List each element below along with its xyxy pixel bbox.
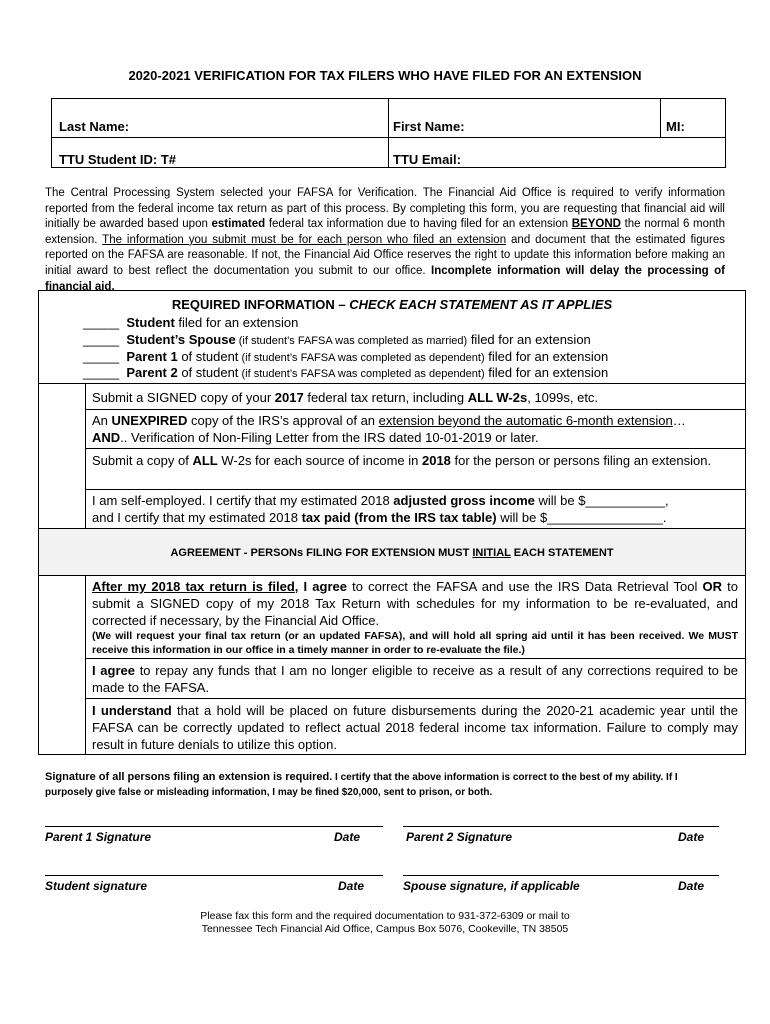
agreement-heading: AGREEMENT - PERSONs FILING FOR EXTENSION MUST INITIAL EACH STATEMENT <box>170 547 614 559</box>
parent2-signature-label: Parent 2 Signature <box>406 830 513 844</box>
spouse-signature-line[interactable] <box>403 875 719 876</box>
student-date-label: Date <box>338 879 365 893</box>
agreement-correct-fafsa: After my 2018 tax return is filed, I agree to correct the FAFSA and use the IRS Data Retrieval Tool OR to submit a SIGNED copy of my 2018 Tax Return with schedules for my information to be re-evaluated, and corrected if necessary, by the Financial Aid Office. (We will request your final tax return (or an updated FAFSA), and will hold all spring aid until it has been received. We MUST receive this information in our office in a timely manner in order to re-evaluate the file.) <box>92 579 738 656</box>
item-w2s: Submit a copy of ALL W-2s for each source of income in 2018 for the person or persons filing an extension. <box>92 453 712 468</box>
spouse-date-label: Date <box>678 879 705 893</box>
footer-line-2: Tennessee Tech Financial Aid Office, Campus Box 5076, Cookeville, TN 38505 <box>201 923 569 935</box>
required-info-box <box>38 290 746 384</box>
form-title: 2020-2021 VERIFICATION FOR TAX FILERS WHO HAVE FILED FOR AN EXTENSION <box>128 68 642 83</box>
item-irs-extension-approval: An UNEXPIRED copy of the IRS’s approval of an extension beyond the automatic 6-month extension… AND.. Verification of Non-Filing Letter from the IRS dated 10-01-2019 or later. <box>92 413 686 445</box>
footer-instructions <box>0 910 770 936</box>
check-spouse[interactable]: _____ Student’s Spouse (if student’s FAFSA was completed as married) filed for an extension <box>83 332 591 347</box>
student-info-table <box>51 98 726 168</box>
parent1-signature-label: Parent 1 Signature <box>45 830 152 844</box>
item-self-employed: I am self-employed. I certify that my estimated 2018 adjusted gross income will be $___________, and I certify that my estimated 2018 tax paid (from the IRS tax table) will be $________________. <box>92 493 669 525</box>
check-student[interactable]: _____ Student filed for an extension <box>83 315 299 330</box>
mi-field[interactable]: MI: <box>666 119 685 134</box>
parent1-signature-line[interactable] <box>45 826 383 827</box>
agreement-heading-box <box>38 528 746 576</box>
documents-box <box>38 383 746 529</box>
required-info-heading: REQUIRED INFORMATION – CHECK EACH STATEMENT AS IT APPLIES <box>171 297 613 312</box>
agreement-hold: I understand that a hold will be placed on future disbursements during the 2020-21 academic year until the FAFSA can be correctly updated to reflect actual 2018 federal income tax information. Failure to comply may result in future denials to utilize this option. <box>92 703 739 752</box>
spouse-signature-label: Spouse signature, if applicable <box>403 879 580 893</box>
check-parent2[interactable]: _____ Parent 2 of student (if student’s FAFSA was completed as dependent) filed for an extension <box>83 365 609 380</box>
student-signature-label: Student signature <box>45 879 148 893</box>
footer-line-1: Please fax this form and the required documentation to 931-372-6309 or mail to <box>200 910 570 922</box>
item-signed-tax-return: Submit a SIGNED copy of your 2017 federal tax return, including ALL W-2s, 1099s, etc. <box>92 390 599 405</box>
intro-paragraph: The Central Processing System selected your FAFSA for Verification. The Financial Aid Office is required to verify information reported from the federal income tax return as part of this process. By completing this form, you are requesting that financial aid will initially be awarded based upon estimated federal tax information due to having filed for an extension BEYOND the normal 6 month extension. The information you submit must be for each person who filed an extension and document that the estimated figures reported on the FAFSA are reasonable. If not, the Financial Aid Office reserves the right to update this information before making an initial award to best reflect the documentation you submit to our office. Incomplete information will delay the processing of financial aid. <box>45 187 726 293</box>
email-field[interactable]: TTU Email: <box>393 152 461 167</box>
student-id-field[interactable]: TTU Student ID: T# <box>59 152 176 167</box>
agreement-repay: I agree to repay any funds that I am no longer eligible to receive as a result of any corrections required to be made to the FAFSA. <box>92 663 738 695</box>
agreement-box <box>38 575 746 755</box>
parent1-date-label: Date <box>334 830 361 844</box>
check-parent1[interactable]: _____ Parent 1 of student (if student’s FAFSA was completed as dependent) filed for an extension <box>83 349 609 364</box>
first-name-field[interactable]: First Name: <box>393 119 465 134</box>
parent2-signature-line[interactable] <box>403 826 719 827</box>
student-signature-line[interactable] <box>45 875 383 876</box>
last-name-field[interactable]: Last Name: <box>59 119 130 134</box>
parent2-date-label: Date <box>678 830 705 844</box>
signature-statement: Signature of all persons filing an extension is required. I certify that the above information is correct to the best of my ability. If I purposely give false or misleading information, I may be fined $20,000, sent to prison, or both. <box>45 771 678 798</box>
